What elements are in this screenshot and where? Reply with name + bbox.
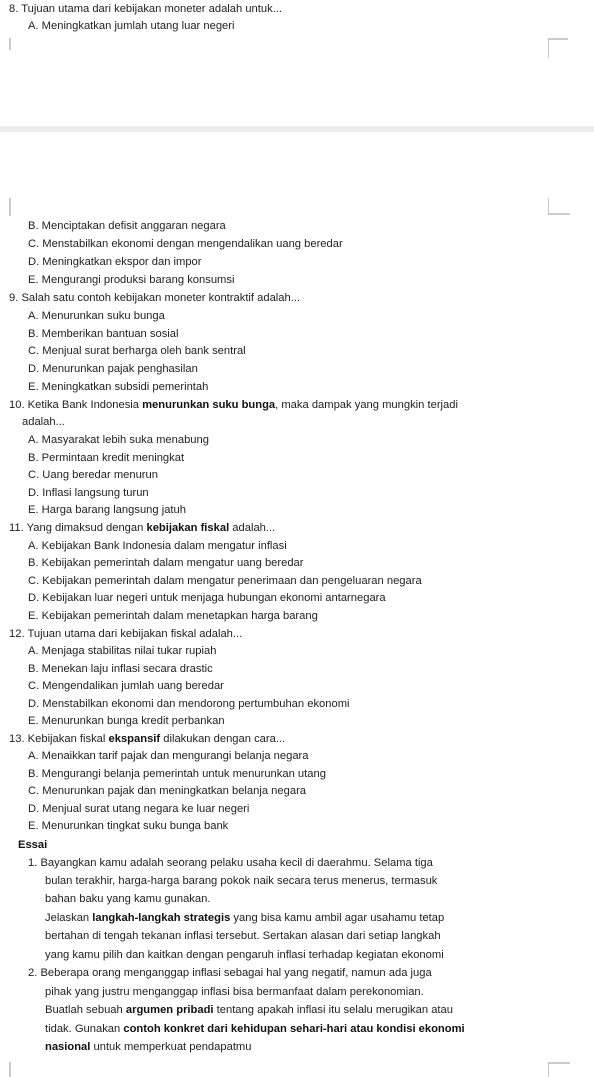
q10-option-b: B. Permintaan kredit meningkat <box>28 452 185 464</box>
q10-option-c: C. Uang beredar menurun <box>28 469 158 481</box>
q9-option-c: C. Menjual surat berharga oleh bank sentral <box>28 345 246 357</box>
q8-option-b: B. Menciptakan defisit anggaran negara <box>28 220 226 232</box>
q10-option-a: A. Masyarakat lebih suka menabung <box>28 434 209 446</box>
q12-option-e: E. Menurunkan bunga kredit perbankan <box>28 715 225 727</box>
crop-corner-mark <box>0 38 12 50</box>
q12-stem: 12. Tujuan utama dari kebijakan fiskal adalah... <box>9 628 243 640</box>
crop-corner-mark <box>548 38 568 58</box>
essay-2-line: tidak. Gunakan contoh konkret dari kehidupan sehari-hari atau kondisi ekonomi <box>45 1023 465 1035</box>
q12-option-a: A. Menjaga stabilitas nilai tukar rupiah <box>28 645 217 657</box>
q8-stem: 8. Tujuan utama dari kebijakan moneter adalah untuk... <box>9 3 283 15</box>
q10-stem-line2: adalah... <box>22 416 65 428</box>
crop-corner-mark <box>548 198 570 216</box>
q13-option-a: A. Menaikkan tarif pajak dan mengurangi belanja negara <box>28 750 309 762</box>
q8-option-d: D. Meningkatkan ekspor dan impor <box>28 256 202 268</box>
q13-stem: 13. Kebijakan fiskal ekspansif dilakukan dengan cara... <box>9 733 286 745</box>
q13-option-c: C. Menurunkan pajak dan meningkatkan belanja negara <box>28 785 307 797</box>
q10-option-e: E. Harga barang langsung jatuh <box>28 504 186 516</box>
essay-2-line: pihak yang justru menganggap inflasi bisa bermanfaat dalam perekonomian. <box>45 986 424 998</box>
q11-stem: 11. Yang dimaksud dengan kebijakan fiskal adalah... <box>9 522 276 534</box>
crop-corner-mark <box>0 198 12 216</box>
q9-option-e: E. Meningkatkan subsidi pemerintah <box>28 381 209 393</box>
q11-option-b: B. Kebijakan pemerintah dalam mengatur uang beredar <box>28 557 304 569</box>
q8-option-c: C. Menstabilkan ekonomi dengan mengendalikan uang beredar <box>28 238 343 250</box>
q9-option-d: D. Menurunkan pajak penghasilan <box>28 363 198 375</box>
essay-1-line: bertahan di tengah tekanan inflasi tersebut. Sertakan alasan dari setiap langkah <box>45 930 441 942</box>
q11-option-a: A. Kebijakan Bank Indonesia dalam mengatur inflasi <box>28 540 287 552</box>
q9-option-a: A. Menurunkan suku bunga <box>28 310 165 322</box>
essay-2-line: nasional untuk memperkuat pendapatmu <box>45 1041 252 1053</box>
crop-corner-mark <box>0 1060 12 1077</box>
q9-stem: 9. Salah satu contoh kebijakan moneter kontraktif adalah... <box>9 292 301 304</box>
q13-option-d: D. Menjual surat utang negara ke luar negeri <box>28 803 250 815</box>
q8-option-e: E. Mengurangi produksi barang konsumsi <box>28 274 235 286</box>
essay-1-line: bahan baku yang kamu gunakan. <box>45 893 211 905</box>
q12-option-d: D. Menstabilkan ekonomi dan mendorong pertumbuhan ekonomi <box>28 698 350 710</box>
essay-1-line: bulan terakhir, harga-harga barang pokok naik secara terus menerus, termasuk <box>45 875 438 887</box>
q10-option-d: D. Inflasi langsung turun <box>28 487 149 499</box>
essay-1-line: 1. Bayangkan kamu adalah seorang pelaku usaha kecil di daerahmu. Selama tiga <box>28 857 433 869</box>
q9-option-b: B. Memberikan bantuan sosial <box>28 328 179 340</box>
q10-stem: 10. Ketika Bank Indonesia menurunkan suku bunga, maka dampak yang mungkin terjadi <box>9 399 458 411</box>
essay-1-line: Jelaskan langkah-langkah strategis yang bisa kamu ambil agar usahamu tetap <box>45 912 445 924</box>
page-separator <box>0 126 594 132</box>
q11-option-d: D. Kebijakan luar negeri untuk menjaga hubungan ekonomi antarnegara <box>28 592 386 604</box>
q11-option-e: E. Kebijakan pemerintah dalam menetapkan harga barang <box>28 610 318 622</box>
q8-option-a: A. Meningkatkan jumlah utang luar negeri <box>28 20 235 32</box>
essay-1-line: yang kamu pilih dan kaitkan dengan pengaruh inflasi terhadap kegiatan ekonomi <box>45 949 444 961</box>
q13-option-b: B. Mengurangi belanja pemerintah untuk menurunkan utang <box>28 768 326 780</box>
essay-heading: Essai <box>18 839 48 851</box>
crop-corner-mark <box>548 1060 570 1077</box>
q12-option-c: C. Mengendalikan jumlah uang beredar <box>28 680 224 692</box>
essay-2-line: Buatlah sebuah argumen pribadi tentang apakah inflasi itu selalu merugikan atau <box>45 1004 453 1016</box>
essay-2-line: 2. Beberapa orang menganggap inflasi sebagai hal yang negatif, namun ada juga <box>28 967 432 979</box>
q13-option-e: E. Menurunkan tingkat suku bunga bank <box>28 820 229 832</box>
q12-option-b: B. Menekan laju inflasi secara drastic <box>28 663 213 675</box>
q11-option-c: C. Kebijakan pemerintah dalam mengatur penerimaan dan pengeluaran negara <box>28 575 422 587</box>
